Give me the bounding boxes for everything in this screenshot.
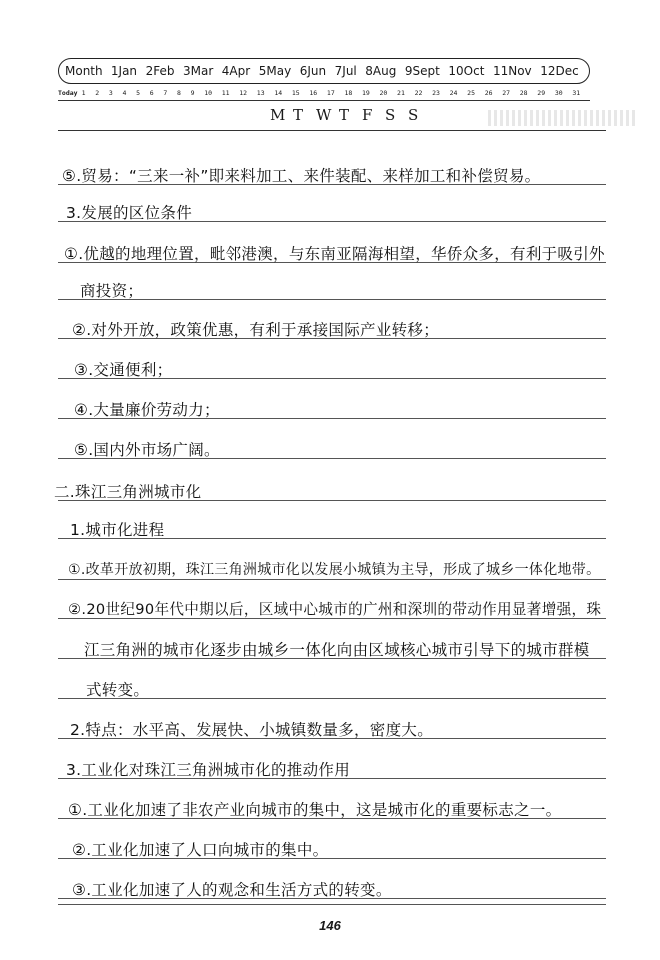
weekday-letter: T [339, 106, 351, 124]
calendar-header [58, 58, 590, 162]
weekday-letter: S [385, 106, 397, 124]
today-row [58, 88, 590, 98]
header-rule [58, 100, 590, 101]
day-number: 13 [256, 89, 265, 97]
day-number: 29 [537, 89, 546, 97]
ruled-line [58, 579, 606, 580]
handwritten-line: ①.改革开放初期，珠江三角洲城市化以发展小城镇为主导，形成了城乡一体化地带。 [68, 562, 601, 578]
handwritten-line: 1.城市化进程 [70, 521, 165, 539]
weekday-row [270, 106, 418, 126]
day-number: 22 [414, 89, 423, 97]
handwritten-line: ④.大量廉价劳动力； [74, 401, 220, 419]
day-number: 3 [108, 89, 113, 97]
month-item: 9Sept [404, 64, 440, 78]
handwritten-line: 3.工业化对珠江三角洲城市化的推动作用 [66, 761, 350, 779]
day-number: 16 [309, 89, 318, 97]
shaded-area [488, 110, 638, 126]
month-row [58, 58, 590, 84]
day-number: 4 [122, 89, 127, 97]
month-item: 6Jun [299, 64, 327, 78]
handwritten-line: 江三角洲的城市化逐步由城乡一体化向由区域核心城市引导下的城市群模 [84, 641, 590, 659]
day-number: 28 [519, 89, 528, 97]
day-number: 18 [344, 89, 353, 97]
month-label: Month [65, 64, 103, 78]
handwritten-line: 二.珠江三角洲城市化 [54, 483, 202, 501]
day-number: 21 [397, 89, 405, 97]
weekday-letter: S [408, 106, 420, 124]
header-bottom-rule [58, 130, 606, 131]
handwritten-line: ③.工业化加速了人的观念和生活方式的转变。 [72, 881, 392, 899]
day-number: 25 [467, 89, 475, 97]
today-label: Today [58, 89, 78, 97]
day-number: 7 [163, 89, 168, 97]
day-number: 14 [274, 89, 283, 97]
month-item: 10Oct [448, 64, 485, 78]
month-item: 2Feb [145, 64, 175, 78]
handwritten-line: ③.交通便利； [74, 361, 173, 379]
day-number: 12 [239, 89, 248, 97]
month-item: 12Dec [540, 64, 579, 78]
day-number: 23 [432, 89, 440, 97]
weekday-letter: F [362, 106, 374, 124]
day-number: 31 [572, 89, 581, 97]
weekday-letter: M [270, 106, 287, 124]
day-number: 19 [361, 89, 370, 97]
day-number: 1 [81, 89, 86, 97]
day-number: 6 [149, 89, 154, 97]
day-number: 11 [221, 89, 230, 97]
day-number: 26 [484, 89, 493, 97]
handwritten-line: ②.对外开放，政策优惠，有利于承接国际产业转移； [72, 321, 440, 339]
month-item: 7Jul [334, 64, 357, 78]
month-item: 11Nov [492, 64, 532, 78]
handwritten-line: ①.工业化加速了非农产业向城市的集中，这是城市化的重要标志之一。 [68, 801, 562, 819]
day-number: 5 [136, 89, 140, 97]
day-number: 20 [379, 89, 388, 97]
handwritten-line: 3.发展的区位条件 [66, 204, 192, 222]
ruled-line [58, 904, 606, 905]
day-number: 30 [554, 89, 563, 97]
day-number: 24 [449, 89, 458, 97]
handwritten-line: ②.20世纪90年代中期以后，区域中心城市的广州和深圳的带动作用显著增强，珠 [68, 601, 602, 618]
weekday-letter: W [316, 106, 333, 124]
day-number: 10 [204, 89, 213, 97]
handwritten-line: 2.特点：水平高、发展快、小城镇数量多，密度大。 [70, 721, 433, 739]
month-item: 4Apr [221, 64, 251, 78]
handwritten-line: ①.优越的地理位置，毗邻港澳，与东南亚隔海相望，华侨众多，有利于吸引外 [64, 245, 605, 263]
day-number: 2 [95, 89, 100, 97]
day-number: 9 [190, 89, 195, 97]
handwritten-line: ②.工业化加速了人口向城市的集中。 [72, 841, 329, 859]
handwritten-line: ⑤.贸易：“三来一补”即来料加工、来件装配、来样加工和补偿贸易。 [62, 167, 541, 185]
day-number: 27 [502, 89, 511, 97]
day-number: 17 [326, 89, 335, 97]
page-number: 146 [319, 918, 341, 933]
month-item: 3Mar [182, 64, 214, 78]
handwritten-line: 商投资； [80, 282, 144, 300]
day-number: 15 [291, 89, 300, 97]
month-item: 5May [258, 64, 292, 78]
handwritten-line: 式转变。 [86, 681, 150, 699]
day-number: 8 [176, 89, 181, 97]
weekday-letter: T [293, 106, 305, 124]
month-item: 1Jan [110, 64, 138, 78]
handwritten-line: ⑤.国内外市场广阔。 [74, 441, 220, 459]
month-item: 8Aug [365, 64, 397, 78]
